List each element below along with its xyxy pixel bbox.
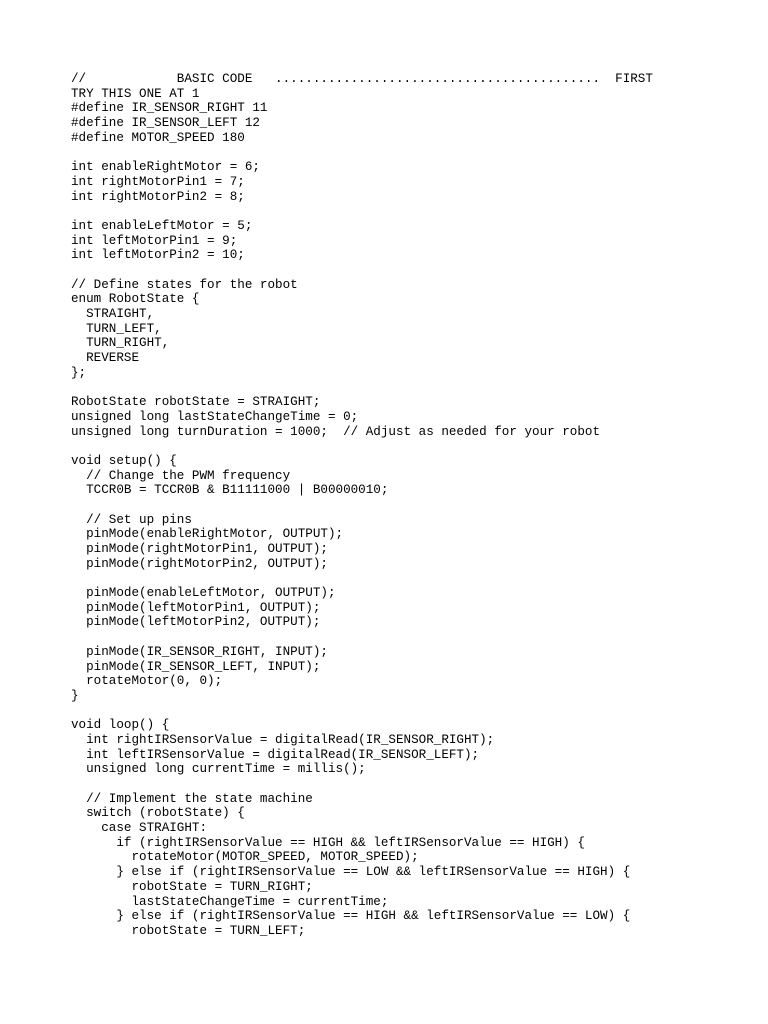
code-line: TRY THIS ONE AT 1 (71, 86, 200, 101)
code-line: void setup() { (71, 453, 177, 468)
code-line: robotState = TURN_RIGHT; (71, 879, 313, 894)
code-line: TURN_RIGHT, (71, 336, 170, 351)
code-line: int leftMotorPin1 = 9; (71, 233, 238, 248)
code-line (71, 571, 653, 586)
code-line: #define MOTOR_SPEED 180 (71, 130, 245, 145)
code-line: unsigned long lastStateChangeTime = 0; (71, 409, 359, 424)
code-line: #define IR_SENSOR_LEFT 12 (71, 116, 260, 131)
code-line: unsigned long turnDuration = 1000; // Adjust as needed for your robot (71, 424, 601, 439)
code-line: // Implement the state machine (71, 791, 313, 806)
code-line (71, 263, 653, 278)
code-line: pinMode(leftMotorPin2, OUTPUT); (71, 615, 321, 630)
code-line: int leftIRSensorValue = digitalRead(IR_SENSOR_LEFT); (71, 747, 480, 762)
code-line: pinMode(rightMotorPin2, OUTPUT); (71, 556, 328, 571)
code-line: int enableLeftMotor = 5; (71, 218, 253, 233)
code-line (71, 380, 653, 395)
code-line (71, 498, 653, 513)
code-line: int rightMotorPin2 = 8; (71, 189, 245, 204)
code-line: int leftMotorPin2 = 10; (71, 248, 245, 263)
code-line: int rightMotorPin1 = 7; (71, 174, 245, 189)
code-line: pinMode(leftMotorPin1, OUTPUT); (71, 600, 321, 615)
code-line: // Change the PWM frequency (71, 468, 291, 483)
code-line: switch (robotState) { (71, 806, 245, 821)
code-line: lastStateChangeTime = currentTime; (71, 894, 389, 909)
code-line (71, 630, 653, 645)
code-line: int enableRightMotor = 6; (71, 160, 260, 175)
code-line: TCCR0B = TCCR0B & B11111000 | B00000010; (71, 483, 389, 498)
code-line: rotateMotor(MOTOR_SPEED, MOTOR_SPEED); (71, 850, 419, 865)
code-line: if (rightIRSensorValue == HIGH && leftIRSensorValue == HIGH) { (71, 835, 585, 850)
code-line (71, 777, 653, 792)
code-line: unsigned long currentTime = millis(); (71, 762, 366, 777)
code-line: } else if (rightIRSensorValue == LOW && leftIRSensorValue == HIGH) { (71, 865, 631, 880)
code-line: case STRAIGHT: (71, 821, 208, 836)
code-line: void loop() { (71, 718, 170, 733)
code-line: pinMode(IR_SENSOR_RIGHT, INPUT); (71, 644, 328, 659)
code-line: // Define states for the robot (71, 277, 298, 292)
code-line: #define IR_SENSOR_RIGHT 11 (71, 101, 268, 116)
code-line: enum RobotState { (71, 292, 200, 307)
code-line (71, 145, 653, 160)
code-line: pinMode(rightMotorPin1, OUTPUT); (71, 542, 328, 556)
code-line: }; (71, 365, 87, 380)
code-line: pinMode(enableRightMotor, OUTPUT); (71, 527, 344, 542)
code-line: } (71, 688, 79, 703)
code-line: STRAIGHT, (71, 307, 155, 321)
code-line: RobotState robotState = STRAIGHT; (71, 395, 321, 410)
code-line: robotState = TURN_LEFT; (71, 923, 306, 938)
code-line: rotateMotor(0, 0); (71, 674, 223, 689)
code-line: REVERSE (71, 351, 140, 366)
code-line (71, 439, 653, 454)
code-line: pinMode(IR_SENSOR_LEFT, INPUT); (71, 659, 321, 674)
code-line: int rightIRSensorValue = digitalRead(IR_SENSOR_RIGHT); (71, 732, 495, 747)
code-line: } else if (rightIRSensorValue == HIGH && leftIRSensorValue == LOW) { (71, 909, 631, 924)
code-line (71, 704, 653, 719)
code-line: // BASIC CODE ........................................... FIRST (71, 72, 653, 86)
code-line (71, 204, 653, 219)
code-listing (71, 72, 653, 939)
code-line: TURN_LEFT, (71, 321, 162, 336)
code-line: // Set up pins (71, 512, 192, 527)
code-line: pinMode(enableLeftMotor, OUTPUT); (71, 586, 336, 601)
